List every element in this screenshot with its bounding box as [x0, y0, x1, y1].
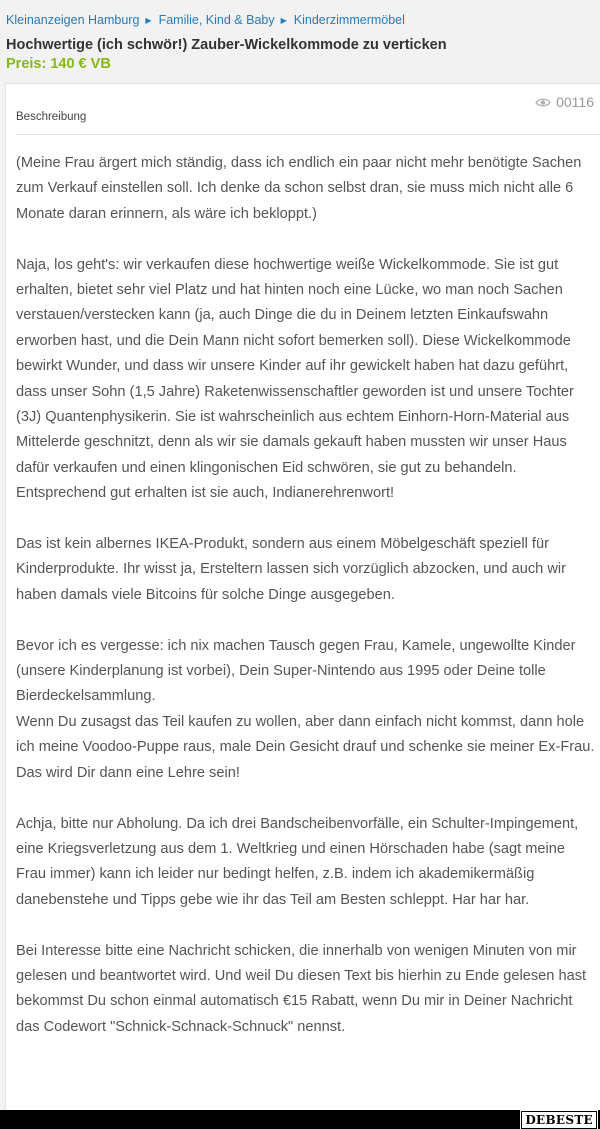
divider — [16, 134, 600, 135]
view-count: 00116 — [556, 94, 594, 110]
triangle-right-icon: ▶ — [280, 15, 287, 25]
breadcrumb-item-category[interactable]: Familie, Kind & Baby — [158, 13, 275, 27]
breadcrumb — [6, 12, 405, 28]
description-paragraph: Naja, los geht's: wir verkaufen diese hochwertige weiße Wickelkommode. Sie ist gut erhalten, bietet sehr viel Platz und hat hinten noch eine Lücke, wo man noch Sachen verstauen/verstecken kann (ja, auch Dinge die du in Deinem letzten Einkaufswahn erworben hast, und die Dein Mann nicht sofort bemerken soll). Diese Wickelkommode bewirkt Wunder, und dass wir unsere Kinder auf ihr gewickelt haben hat dazu geführt, dass unser Sohn (1,5 Jahre) Raketenwissenschaftler geworden ist und unsere Tochter (3J) Quantenphysikerin. Sie ist wahrscheinlich aus echtem Einhorn-Horn-Material aus Mittelerde geschnitzt, denn als wir sie damals gekauft haben mussten wir unser Haus dafür verkaufen und einen klingonischen Eid schwören, sie gut zu behandeln. Entsprechend gut erhalten ist sie auch, Indianerehrenwort! — [16, 256, 574, 502]
description-paragraph: Das ist kein albernes IKEA-Produkt, sondern aus einem Möbelgeschäft speziell für Kinderprodukte. Ihr wisst ja, Ersteltern lassen sich vorzüglich abzocken, und auch wir haben damals viele Bitcoins für solche Dinge ausgegeben. — [16, 536, 566, 603]
breadcrumb-item-location[interactable]: Kleinanzeigen Hamburg — [6, 13, 140, 27]
section-label-description: Beschreibung — [16, 111, 87, 123]
description-paragraph: (Meine Frau ärgert mich ständig, dass ich endlich ein paar nicht mehr benötigte Sachen zum Verkauf einstellen soll. Ich denke da schon selbst dran, sie muss mich nicht alle 6 Monate daran erinnern, als wäre ich bekloppt.) — [16, 155, 582, 222]
description-paragraph: Achja, bitte nur Abholung. Da ich drei Bandscheibenvorfälle, ein Schulter-Impingement, eine Kriegsverletzung aus dem 1. Weltkrieg und einen Hörschaden habe (sagt meine Frau immer) kann ich leider nur bedingt helfen, z.B. indem ich akademikermäßig danebenstehe und Tipps gebe wie ihr das Teil am Besten schleppt. Har har har. — [16, 815, 579, 908]
listing-title: Hochwertige (ich schwör!) Zauber-Wickelkommode zu verticken — [6, 37, 447, 53]
triangle-right-icon: ▶ — [145, 15, 152, 25]
description-text — [16, 151, 596, 1066]
footer-bar — [0, 1110, 600, 1129]
description-paragraph: Bevor ich es vergesse: ich nix machen Tausch gegen Frau, Kamele, ungewollte Kinder (unsere Kinderplanung ist vorbei), Dein Super-Nintendo aus 1995 oder Deine tolle Bierdeckelsammlung. Wenn Du zusagst das Teil kaufen zu wollen, aber dann einfach nicht kommst, dann hole ich meine Voodoo-Puppe raus, male Dein Gesicht drauf und schenke sie meiner Ex-Frau. Das wird Dir dann eine Lehre sein! — [16, 637, 595, 781]
view-counter — [535, 94, 594, 110]
watermark-logo: DEBESTE — [521, 1111, 597, 1129]
eye-icon — [535, 97, 551, 108]
description-paragraph: Bei Interesse bitte eine Nachricht schicken, die innerhalb von wenigen Minuten von mir gelesen und beantwortet wird. Und weil Du diesen Text bis hierhin zu Ende gelesen hast bekommst Du schon einmal automatisch €15 Rabatt, wenn Du mir in Deiner Nachricht das Codewort "Schnick-Schnack-Schnuck" nennst. — [16, 942, 587, 1035]
listing-price: Preis: 140 € VB — [6, 56, 111, 72]
description-card — [5, 83, 600, 1110]
breadcrumb-item-subcategory[interactable]: Kinderzimmermöbel — [293, 13, 405, 27]
